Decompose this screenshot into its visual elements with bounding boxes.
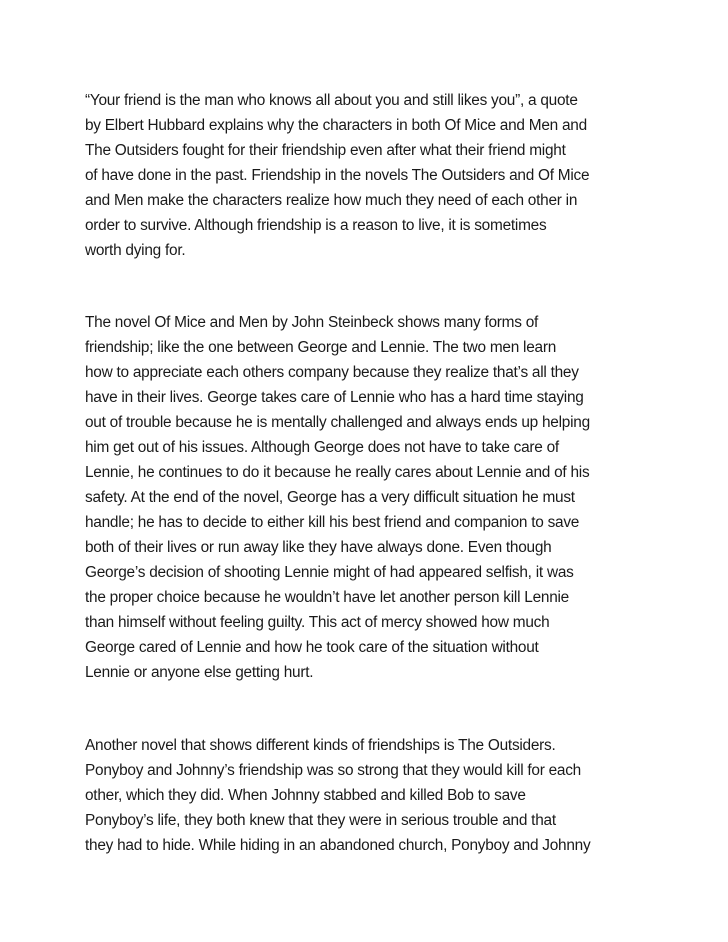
- text-line: than himself without feeling guilty. This act of mercy showed how much: [85, 614, 550, 631]
- text-line: have in their lives. George takes care of Lennie who has a hard time staying: [85, 389, 584, 406]
- text-line: worth dying for.: [85, 242, 186, 259]
- text-line: other, which they did. When Johnny stabbed and killed Bob to save: [85, 787, 526, 804]
- text-line: both of their lives or run away like they have always done. Even though: [85, 539, 552, 556]
- text-line: handle; he has to decide to either kill his best friend and companion to save: [85, 514, 580, 531]
- text-line: order to survive. Although friendship is a reason to live, it is sometimes: [85, 217, 547, 234]
- text-line: “Your friend is the man who knows all about you and still likes you”, a quote: [85, 92, 578, 109]
- text-line: him get out of his issues. Although George does not have to take care of: [85, 439, 559, 456]
- text-line: out of trouble because he is mentally challenged and always ends up helping: [85, 414, 590, 431]
- text-line: Ponyboy’s life, they both knew that they were in serious trouble and that: [85, 812, 556, 829]
- text-line: by Elbert Hubbard explains why the characters in both Of Mice and Men and: [85, 117, 587, 134]
- text-line: and Men make the characters realize how much they need of each other in: [85, 192, 578, 209]
- text-line: Lennie, he continues to do it because he really cares about Lennie and of his: [85, 464, 590, 481]
- text-line: they had to hide. While hiding in an abandoned church, Ponyboy and Johnny: [85, 837, 591, 854]
- text-line: The novel Of Mice and Men by John Steinbeck shows many forms of: [85, 314, 539, 331]
- text-line: The Outsiders fought for their friendship even after what their friend might: [85, 142, 566, 159]
- text-line: George’s decision of shooting Lennie might of had appeared selfish, it was: [85, 564, 574, 581]
- text-line: how to appreciate each others company because they realize that’s all they: [85, 364, 579, 381]
- text-line: of have done in the past. Friendship in the novels The Outsiders and Of Mice: [85, 167, 590, 184]
- text-line: Lennie or anyone else getting hurt.: [85, 664, 314, 681]
- text-line: Another novel that shows different kinds of friendships is The Outsiders.: [85, 737, 556, 754]
- text-line: friendship; like the one between George and Lennie. The two men learn: [85, 339, 557, 356]
- text-line: the proper choice because he wouldn’t have let another person kill Lennie: [85, 589, 569, 606]
- text-line: safety. At the end of the novel, George has a very difficult situation he must: [85, 489, 575, 506]
- text-line: Ponyboy and Johnny’s friendship was so strong that they would kill for each: [85, 762, 581, 779]
- text-line: George cared of Lennie and how he took care of the situation without: [85, 639, 539, 656]
